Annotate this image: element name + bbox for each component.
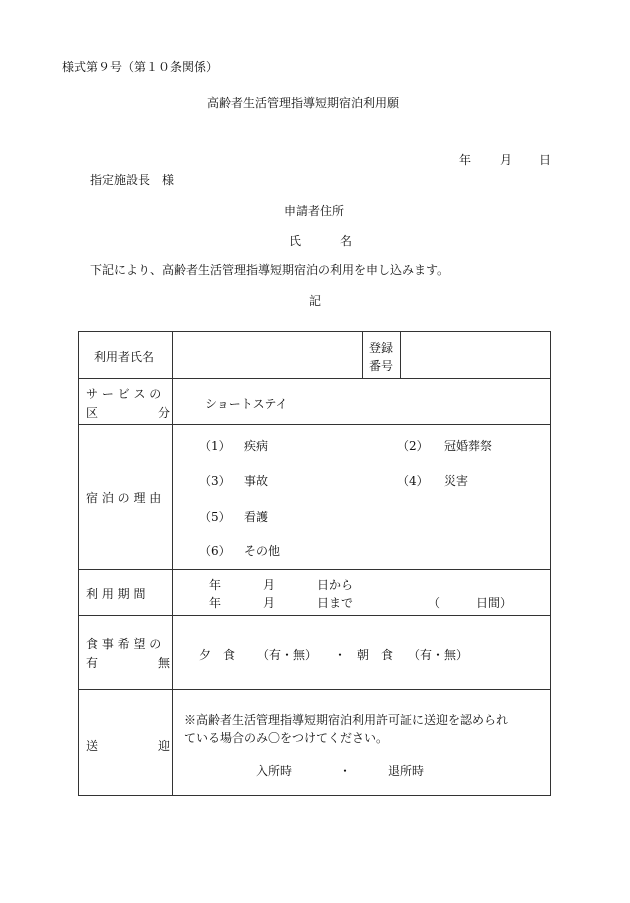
meal-label-2a: 有 <box>86 656 99 670</box>
reason-2-number: （2） <box>397 439 429 453</box>
row-divider <box>79 569 550 570</box>
period-from-year: 年 <box>209 578 222 592</box>
row-divider <box>79 424 550 425</box>
row-divider <box>79 689 550 690</box>
reason-4-number: （4） <box>397 474 429 488</box>
ki-heading: 記 <box>309 294 322 308</box>
transport-label-b: 迎 <box>158 739 171 753</box>
date-day: 日 <box>539 153 552 167</box>
application-table <box>78 331 551 796</box>
period-label: 利 用 期 間 <box>86 587 146 601</box>
user-name-label: 利用者氏名 <box>94 350 155 364</box>
period-days: 日間） <box>476 596 513 610</box>
reason-5-number: （5） <box>199 510 231 524</box>
period-from-month: 月 <box>263 578 276 592</box>
transport-separator: ・ <box>339 764 352 778</box>
registration-label-1: 登録 <box>369 341 394 355</box>
meal-breakfast-option[interactable]: （有・無） <box>408 648 469 662</box>
applicant-name-label-2: 名 <box>340 234 353 248</box>
service-label-2a: 区 <box>86 406 99 420</box>
transport-exit[interactable]: 退所時 <box>388 764 425 778</box>
date-month: 月 <box>500 153 513 167</box>
period-days-open: （ <box>428 596 441 610</box>
transport-entry[interactable]: 入所時 <box>256 764 293 778</box>
form-number: 様式第９号（第１０条関係） <box>62 60 219 74</box>
meal-label-1: 食 事 希 望 の <box>86 637 162 651</box>
date-year: 年 <box>459 153 472 167</box>
meal-label-2b: 無 <box>158 656 171 670</box>
reason-1-number: （1） <box>199 439 231 453</box>
reason-2-text[interactable]: 冠婚葬祭 <box>444 439 493 453</box>
transport-note-1: ※高齢者生活管理指導短期宿泊利用許可証に送迎を認められ <box>184 713 509 727</box>
applicant-address-label: 申請者住所 <box>284 204 345 218</box>
form-title: 高齢者生活管理指導短期宿泊利用願 <box>207 96 400 110</box>
statement: 下記により、高齢者生活管理指導短期宿泊の利用を申し込みます。 <box>90 263 450 277</box>
registration-number-field[interactable] <box>406 335 546 375</box>
service-label-2b: 分 <box>158 406 171 420</box>
meal-breakfast: 朝 食 <box>357 648 394 662</box>
row-divider <box>79 378 550 379</box>
reason-4-text[interactable]: 災害 <box>444 474 469 488</box>
reason-1-text[interactable]: 疾病 <box>244 439 269 453</box>
reason-5-text[interactable]: 看護 <box>244 510 269 524</box>
service-value: ショートステイ <box>205 397 288 411</box>
registration-label-2: 番号 <box>369 359 394 373</box>
transport-label-a: 送 <box>86 739 99 753</box>
recipient: 指定施設長 様 <box>90 173 175 187</box>
reason-label: 宿 泊 の 理 由 <box>86 491 162 505</box>
meal-dinner-option[interactable]: （有・無） <box>257 648 318 662</box>
transport-note-2: ている場合のみ〇をつけてください。 <box>184 731 389 745</box>
reason-3-text[interactable]: 事故 <box>244 474 269 488</box>
meal-separator: ・ <box>334 648 347 662</box>
service-label-1: サ ー ビ ス の <box>86 387 162 401</box>
column-divider <box>172 332 173 795</box>
column-divider <box>400 332 401 378</box>
column-divider <box>362 332 363 378</box>
reason-6-text[interactable]: その他 <box>244 544 281 558</box>
reason-3-number: （3） <box>199 474 231 488</box>
period-to-day: 日まで <box>317 596 354 610</box>
period-to-month: 月 <box>263 596 276 610</box>
row-divider <box>79 615 550 616</box>
user-name-field[interactable] <box>179 335 357 375</box>
applicant-name-label-1: 氏 <box>289 234 302 248</box>
period-from-day: 日から <box>317 578 354 592</box>
period-to-year: 年 <box>209 596 222 610</box>
meal-dinner: 夕 食 <box>199 648 236 662</box>
reason-6-number: （6） <box>199 544 231 558</box>
